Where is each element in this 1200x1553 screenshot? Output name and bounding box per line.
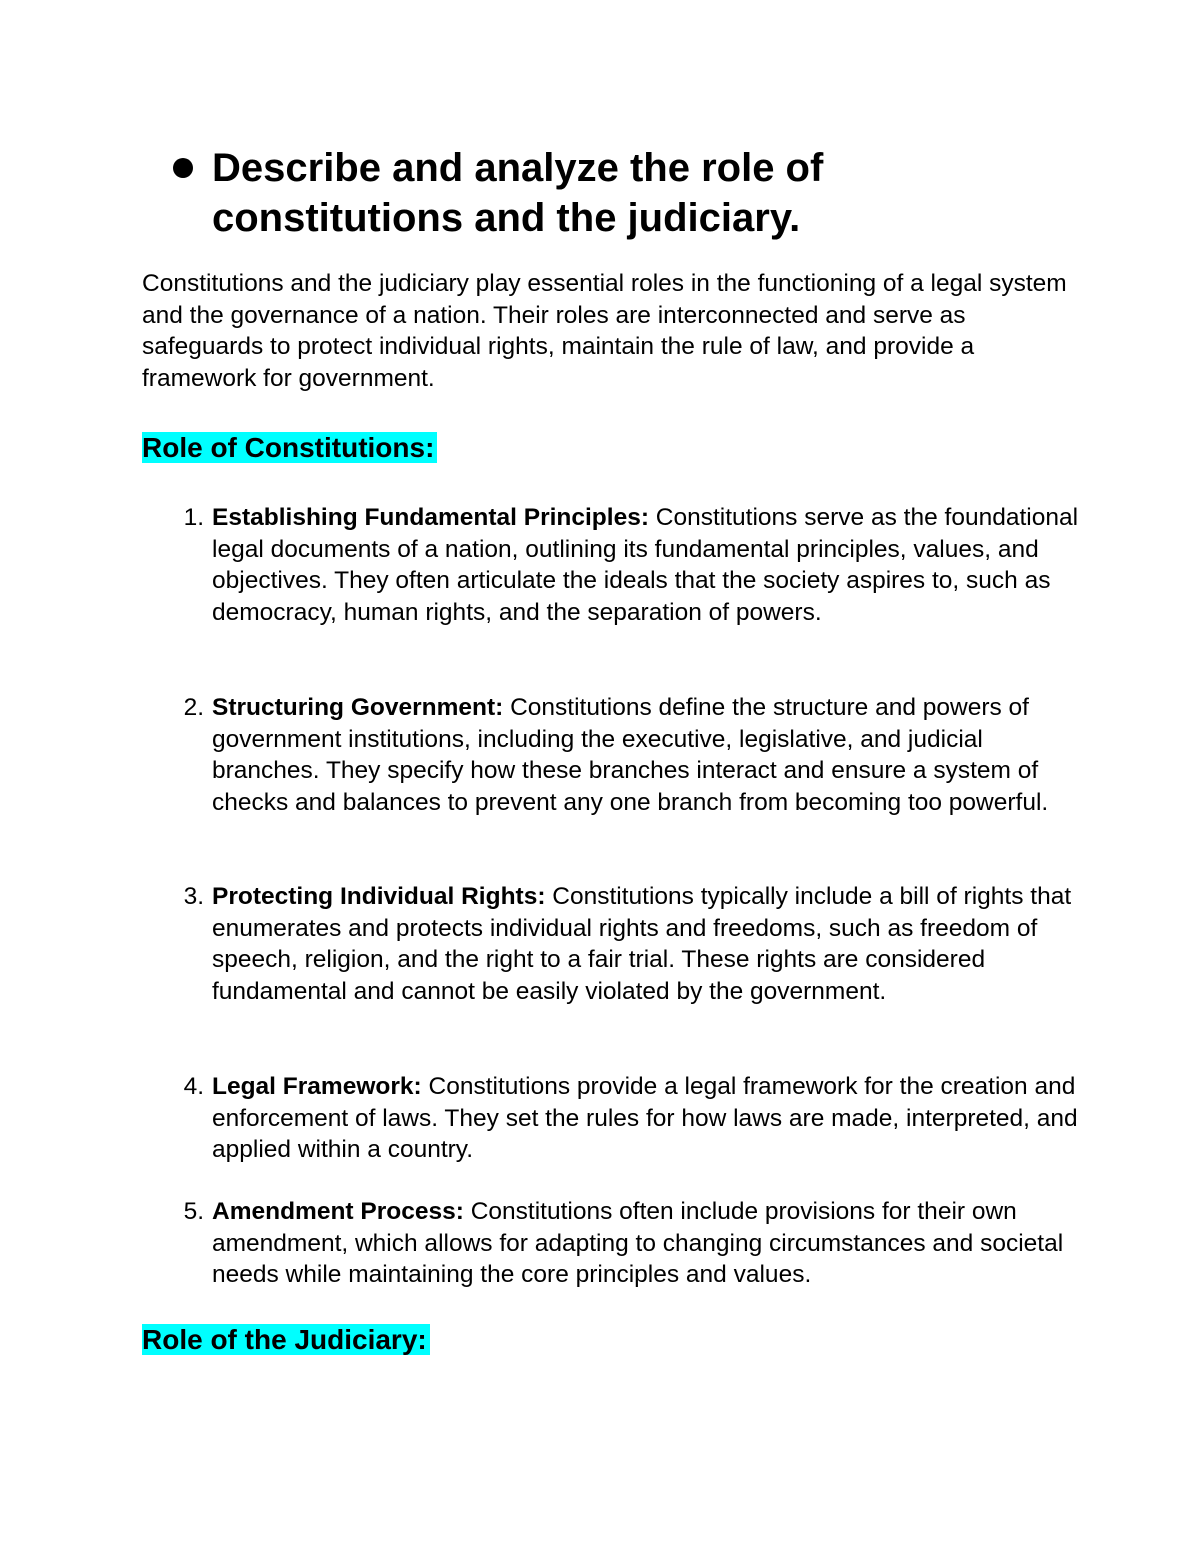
list-item bbox=[183, 502, 1082, 628]
list-item bbox=[183, 1071, 1082, 1166]
list-item-text: Constitutions typically include a bill of rights that enumerates and protects individual rights and freedoms, such as freedom of speech, religion, and the right to a fair trial. These rights are considered fundamental and cannot be easily violated by the government. bbox=[212, 883, 1072, 1005]
highlighted-heading-text: Role of the Judiciary: bbox=[142, 1324, 430, 1355]
bullet-icon bbox=[173, 158, 193, 178]
page-title: Describe and analyze the role of constitutions and the judiciary. bbox=[212, 146, 824, 240]
list-item-text: Constitutions provide a legal framework for the creation and enforcement of laws. They set the rules for how laws are made, interpreted, and applied within a country. bbox=[212, 1073, 1078, 1164]
list-number: 1. bbox=[183, 504, 204, 531]
list-item-text: Constitutions define the structure and powers of government institutions, including the executive, legislative, and judicial branches. They specify how these branches interact and ensure a system of checks and balances to prevent any one branch from becoming too powerful. bbox=[212, 694, 1049, 816]
section-heading-judiciary bbox=[142, 1323, 430, 1357]
list-item-text: Constitutions serve as the foundational legal documents of a nation, outlining its fundamental principles, values, and objectives. They often articulate the ideals that the society aspires to, such as democracy, human rights, and the separation of powers. bbox=[212, 504, 1079, 626]
section-heading-constitutions bbox=[142, 431, 437, 465]
list-item-title: Amendment Process: bbox=[212, 1198, 464, 1225]
list-item bbox=[183, 1196, 1082, 1291]
list-number: 3. bbox=[183, 883, 204, 910]
list-number: 5. bbox=[183, 1198, 204, 1225]
list-item-title: Protecting Individual Rights: bbox=[212, 883, 546, 910]
list-item-title: Structuring Government: bbox=[212, 694, 504, 721]
intro-paragraph: Constitutions and the judiciary play essential roles in the functioning of a legal system and the governance of a nation. Their roles are interconnected and serve as safeguards to protect individual rights, maintain the rule of law, and provide a framework for government. bbox=[142, 270, 1067, 392]
list-number: 2. bbox=[183, 694, 204, 721]
list-item-text: Constitutions often include provisions for their own amendment, which allows for adapting to changing circumstances and societal needs while maintaining the core principles and values. bbox=[212, 1198, 1064, 1289]
list-item bbox=[183, 692, 1082, 818]
highlighted-heading-text: Role of Constitutions: bbox=[142, 432, 437, 463]
list-item-title: Establishing Fundamental Principles: bbox=[212, 504, 649, 531]
list-item bbox=[183, 881, 1082, 1007]
list-number: 4. bbox=[183, 1073, 204, 1100]
list-item-title: Legal Framework: bbox=[212, 1073, 422, 1100]
